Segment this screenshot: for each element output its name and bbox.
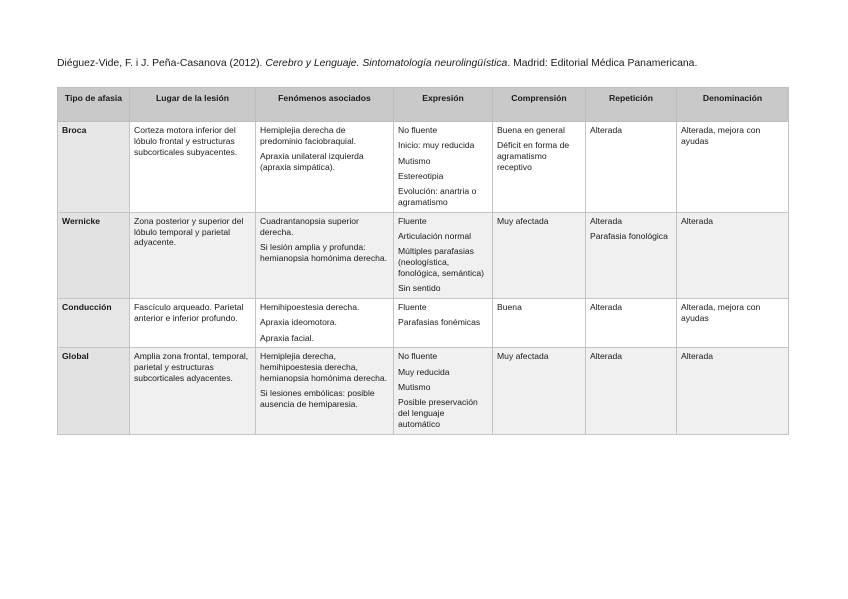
header-type: Tipo de afasia (58, 88, 130, 122)
cell-repetition-line: Alterada (590, 351, 623, 362)
cell-comprehension-line: Déficit en forma de agramatismo receptivo (497, 140, 570, 172)
header-lesion: Lugar de la lesión (130, 88, 256, 122)
cell-expression-line: Fluente (398, 302, 427, 313)
cell-lesion-line: Corteza motora inferior del lóbulo frontal y estructuras subcorticales subyacentes. (134, 125, 238, 157)
cell-expression-line: Evolución: anartria o agramatismo (398, 186, 477, 207)
cell-comprehension-line: Buena (497, 302, 522, 313)
cell-phenomena (256, 122, 394, 213)
citation-title: Cerebro y Lenguaje. Sintomatología neurolingüística (265, 58, 508, 69)
cell-repetition (586, 122, 677, 213)
cell-expression-line: Múltiples parafasias (neologística, fonológica, semántica) (398, 246, 484, 278)
cell-lesion-line: Zona posterior y superior del lóbulo temporal y parietal adyacente. (134, 215, 244, 248)
cell-phenomena (256, 348, 394, 434)
table-row (58, 299, 789, 348)
cell-type: Wernicke (58, 212, 130, 298)
table-body (58, 122, 789, 435)
cell-lesion-line: Amplia zona frontal, temporal, parietal y estructuras subcorticales adyacentes. (134, 351, 249, 384)
cell-lesion (130, 348, 256, 434)
cell-naming-line: Alterada (681, 351, 714, 362)
cell-comprehension (493, 299, 586, 348)
cell-lesion (130, 122, 256, 213)
cell-expression-line: No fluente (398, 125, 438, 135)
cell-expression-line: Muy reducida (398, 366, 450, 377)
cell-expression (394, 299, 493, 348)
header-repetition: Repetición (586, 88, 677, 122)
aphasia-table (57, 87, 789, 435)
cell-expression-line: Estereotipia (398, 170, 444, 181)
citation-authors: Diéguez-Vide, F. i J. Peña-Casanova (2012). (57, 58, 266, 69)
cell-repetition-line: Alterada (590, 302, 623, 313)
cell-naming (677, 212, 789, 298)
cell-phenomena-line: Hemiplejia derecha, hemihipoestesia derecha, hemianopsia homónima derecha. (260, 351, 388, 384)
header-comprehension: Comprensión (493, 88, 586, 122)
cell-naming (677, 348, 789, 434)
cell-repetition (586, 299, 677, 348)
table-row (58, 348, 789, 434)
cell-naming (677, 122, 789, 213)
cell-comprehension (493, 348, 586, 434)
cell-type: Broca (58, 122, 130, 213)
cell-comprehension (493, 122, 586, 213)
cell-naming-line: Alterada, mejora con ayudas (681, 302, 761, 323)
cell-type: Conducción (58, 299, 130, 348)
cell-repetition-line: Parafasia fonológica (590, 231, 668, 242)
cell-phenomena-line: Hemiplejia derecha de predominio faciobraquial. (260, 125, 357, 146)
cell-comprehension-line: Muy afectada (497, 351, 549, 362)
cell-repetition-line: Alterada (590, 125, 623, 135)
cell-lesion (130, 299, 256, 348)
table-header-row (58, 88, 789, 122)
cell-naming-line: Alterada (681, 215, 714, 226)
cell-expression-line: Posible preservación del lenguaje automático (398, 397, 478, 429)
table-row (58, 212, 789, 298)
header-expression: Expresión (394, 88, 493, 122)
table-row (58, 122, 789, 213)
cell-repetition (586, 212, 677, 298)
cell-phenomena-line: Si lesiones embólicas: posible ausencia de hemiparesia. (260, 388, 375, 410)
cell-repetition (586, 348, 677, 434)
cell-lesion (130, 212, 256, 298)
header-naming: Denominación (677, 88, 789, 122)
cell-expression-line: Mutismo (398, 382, 431, 393)
cell-phenomena (256, 299, 394, 348)
header-phenomena: Fenómenos asociados (256, 88, 394, 122)
cell-phenomena-line: Apraxia facial. (260, 332, 314, 343)
cell-phenomena-line: Apraxia ideomotora. (260, 317, 337, 328)
cell-expression-line: Articulación normal (398, 231, 472, 242)
cell-phenomena-line: Hemihipoestesia derecha. (260, 302, 360, 313)
citation-publisher: . Madrid: Editorial Médica Panamericana. (507, 58, 698, 69)
cell-expression-line: Parafasias fonémicas (398, 317, 481, 328)
cell-expression (394, 348, 493, 434)
cell-expression-line: Inicio: muy reducida (398, 140, 475, 151)
cell-repetition-line: Alterada (590, 215, 623, 226)
cell-naming-line: Alterada, mejora con ayudas (681, 125, 761, 146)
cell-expression (394, 212, 493, 298)
cell-expression-line: No fluente (398, 351, 438, 362)
cell-expression (394, 122, 493, 213)
cell-lesion-line: Fascículo arqueado. Parietal anterior e inferior profundo. (134, 302, 244, 323)
cell-expression-line: Sin sentido (398, 283, 441, 294)
cell-comprehension (493, 212, 586, 298)
cell-phenomena-line: Si lesión amplia y profunda: hemianopsia homónima derecha. (260, 241, 388, 263)
cell-type: Global (58, 348, 130, 434)
cell-comprehension-line: Muy afectada (497, 215, 549, 226)
cell-expression-line: Fluente (398, 215, 427, 226)
cell-phenomena-line: Cuadrantanopsia superior derecha. (260, 215, 359, 237)
citation (57, 57, 797, 70)
cell-expression-line: Mutismo (398, 155, 431, 166)
cell-phenomena (256, 212, 394, 298)
cell-comprehension-line: Buena en general (497, 125, 565, 135)
cell-phenomena-line: Apraxia unilateral izquierda (apraxia simpática). (260, 151, 364, 172)
cell-naming (677, 299, 789, 348)
